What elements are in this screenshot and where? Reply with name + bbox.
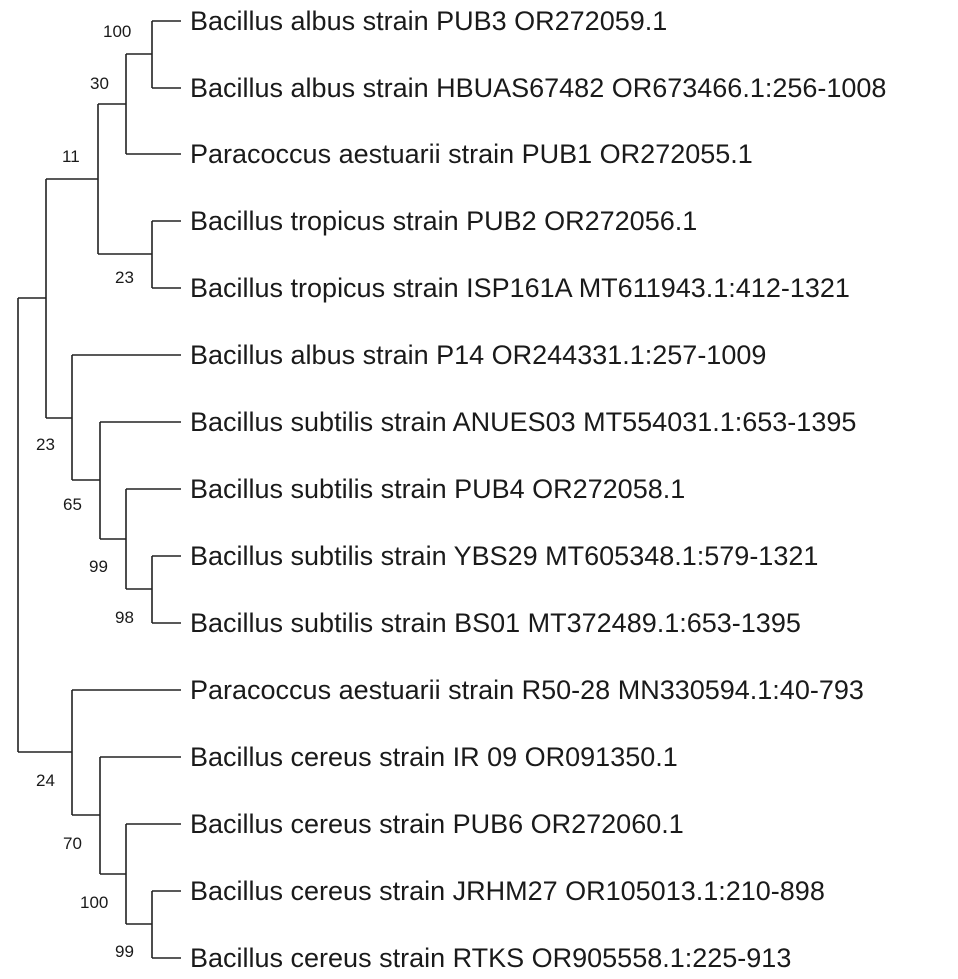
taxon-label: Bacillus subtilis strain ANUES03 MT554031.1:653-1395 — [190, 407, 857, 437]
taxon-label: Paracoccus aestuarii strain R50-28 MN330594.1:40-793 — [190, 675, 864, 705]
taxon-label: Bacillus cereus strain RTKS OR905558.1:225-913 — [190, 943, 792, 973]
taxon-label: Bacillus subtilis strain YBS29 MT605348.1:579-1321 — [190, 541, 819, 571]
taxon-label: Paracoccus aestuarii strain PUB1 OR272055.1 — [190, 139, 753, 169]
tree-branches — [18, 21, 181, 958]
support-subtilis-inner: 99 — [89, 557, 108, 576]
support-cereus-pair: 99 — [115, 942, 134, 961]
taxon-label: Bacillus albus strain P14 OR244331.1:257-1009 — [190, 340, 767, 370]
taxon-label: Bacillus subtilis strain BS01 MT372489.1:653-1395 — [190, 608, 801, 638]
bootstrap-values — [36, 22, 134, 961]
support-top-group: 23 — [36, 435, 55, 454]
support-upper-clade: 11 — [62, 147, 80, 166]
support-cereus-group: 70 — [63, 834, 82, 853]
support-albus-pair: 100 — [103, 22, 132, 41]
support-tropicus-pair: 23 — [115, 268, 134, 287]
taxon-label: Bacillus subtilis strain PUB4 OR272058.1 — [190, 474, 686, 504]
taxon-label: Bacillus tropicus strain ISP161A MT611943.1:412-1321 — [190, 273, 850, 303]
support-bottom-group: 24 — [36, 771, 55, 790]
taxon-label: Bacillus cereus strain IR 09 OR091350.1 — [190, 742, 678, 772]
taxon-label: Bacillus albus strain HBUAS67482 OR673466.1:256-1008 — [190, 73, 887, 103]
support-subtilis-group: 65 — [63, 495, 82, 514]
taxon-label: Bacillus albus strain PUB3 OR272059.1 — [190, 6, 668, 36]
taxon-label: Bacillus tropicus strain PUB2 OR272056.1 — [190, 206, 698, 236]
taxon-label: Bacillus cereus strain PUB6 OR272060.1 — [190, 809, 684, 839]
support-cereus-inner: 100 — [80, 893, 109, 912]
support-albus-paracoccus: 30 — [90, 74, 109, 93]
taxon-labels — [190, 6, 886, 973]
support-subtilis-pair: 98 — [115, 608, 134, 627]
taxon-label: Bacillus cereus strain JRHM27 OR105013.1:210-898 — [190, 876, 825, 906]
